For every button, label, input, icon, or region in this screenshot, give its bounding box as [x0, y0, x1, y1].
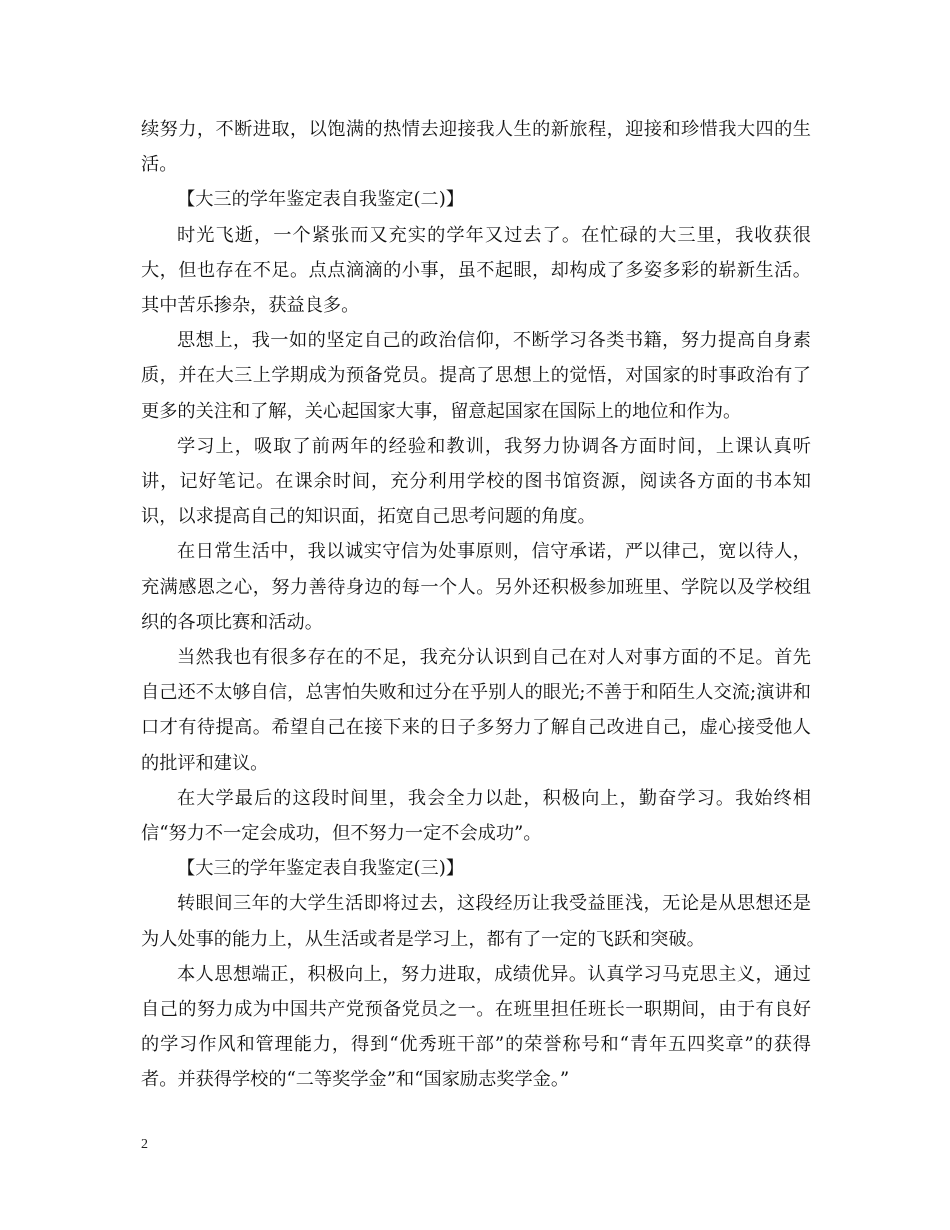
page-number: 2 [141, 1137, 148, 1152]
paragraph: 本人思想端正，积极向上，努力进取，成绩优异。认真学习马克思主义，通过自己的努力成为中国共产党预备党员之一。在班里担任班长一职期间，由于有良好的学习作风和管理能力，得到“优秀班干部”的荣誉称号和“青年五四奖章”的获得者。并获得学校的“二等奖学金”和“国家励志奖学金。” [141, 963, 811, 1091]
document-body [141, 112, 811, 1098]
paragraph-continuation: 续努力，不断进取，以饱满的热情去迎接我人生的新旅程，迎接和珍惜我大四的生活。 [141, 119, 811, 176]
paragraph: 思想上，我一如的坚定自己的政治信仰，不断学习各类书籍，努力提高自身素质，并在大三上学期成为预备党员。提高了思想上的觉悟，对国家的时事政治有了更多的关注和了解，关心起国家大事，留意起国家在国际上的地位和作为。 [141, 330, 811, 422]
paragraph: 在日常生活中，我以诚实守信为处事原则，信守承诺，严以律己，宽以待人，充满感恩之心，努力善待身边的每一个人。另外还积极参加班里、学院以及学校组织的各项比赛和活动。 [141, 541, 811, 633]
paragraph: 时光飞逝，一个紧张而又充实的学年又过去了。在忙碌的大三里，我收获很大，但也存在不足。点点滴滴的小事，虽不起眼，却构成了多姿多彩的崭新生活。其中苦乐掺杂，获益良多。 [141, 224, 811, 317]
section-heading-three: 【大三的学年鉴定表自我鉴定(三)】 [177, 858, 465, 880]
paragraph: 在大学最后的这段时间里，我会全力以赴，积极向上，勤奋学习。我始终相信“努力不一定会成功，但不努力一定不会成功”。 [141, 787, 811, 845]
paragraph: 当然我也有很多存在的不足，我充分认识到自己在对人对事方面的不足。首先自己还不太够自信，总害怕失败和过分在乎别人的眼光;不善于和陌生人交流;演讲和口才有待提高。希望自己在接下来的日子多努力了解自己改进自己，虚心接受他人的批评和建议。 [141, 647, 811, 774]
paragraph: 转眼间三年的大学生活即将过去，这段经历让我受益匪浅，无论是从思想还是为人处事的能力上，从生活或者是学习上，都有了一定的飞跃和突破。 [141, 893, 811, 950]
paragraph: 学习上，吸取了前两年的经验和教训，我努力协调各方面时间，上课认真听讲，记好笔记。在课余时间，充分利用学校的图书馆资源，阅读各方面的书本知识，以求提高自己的知识面，拓宽自己思考问题的角度。 [141, 435, 811, 528]
section-heading-two: 【大三的学年鉴定表自我鉴定(二)】 [177, 189, 465, 211]
